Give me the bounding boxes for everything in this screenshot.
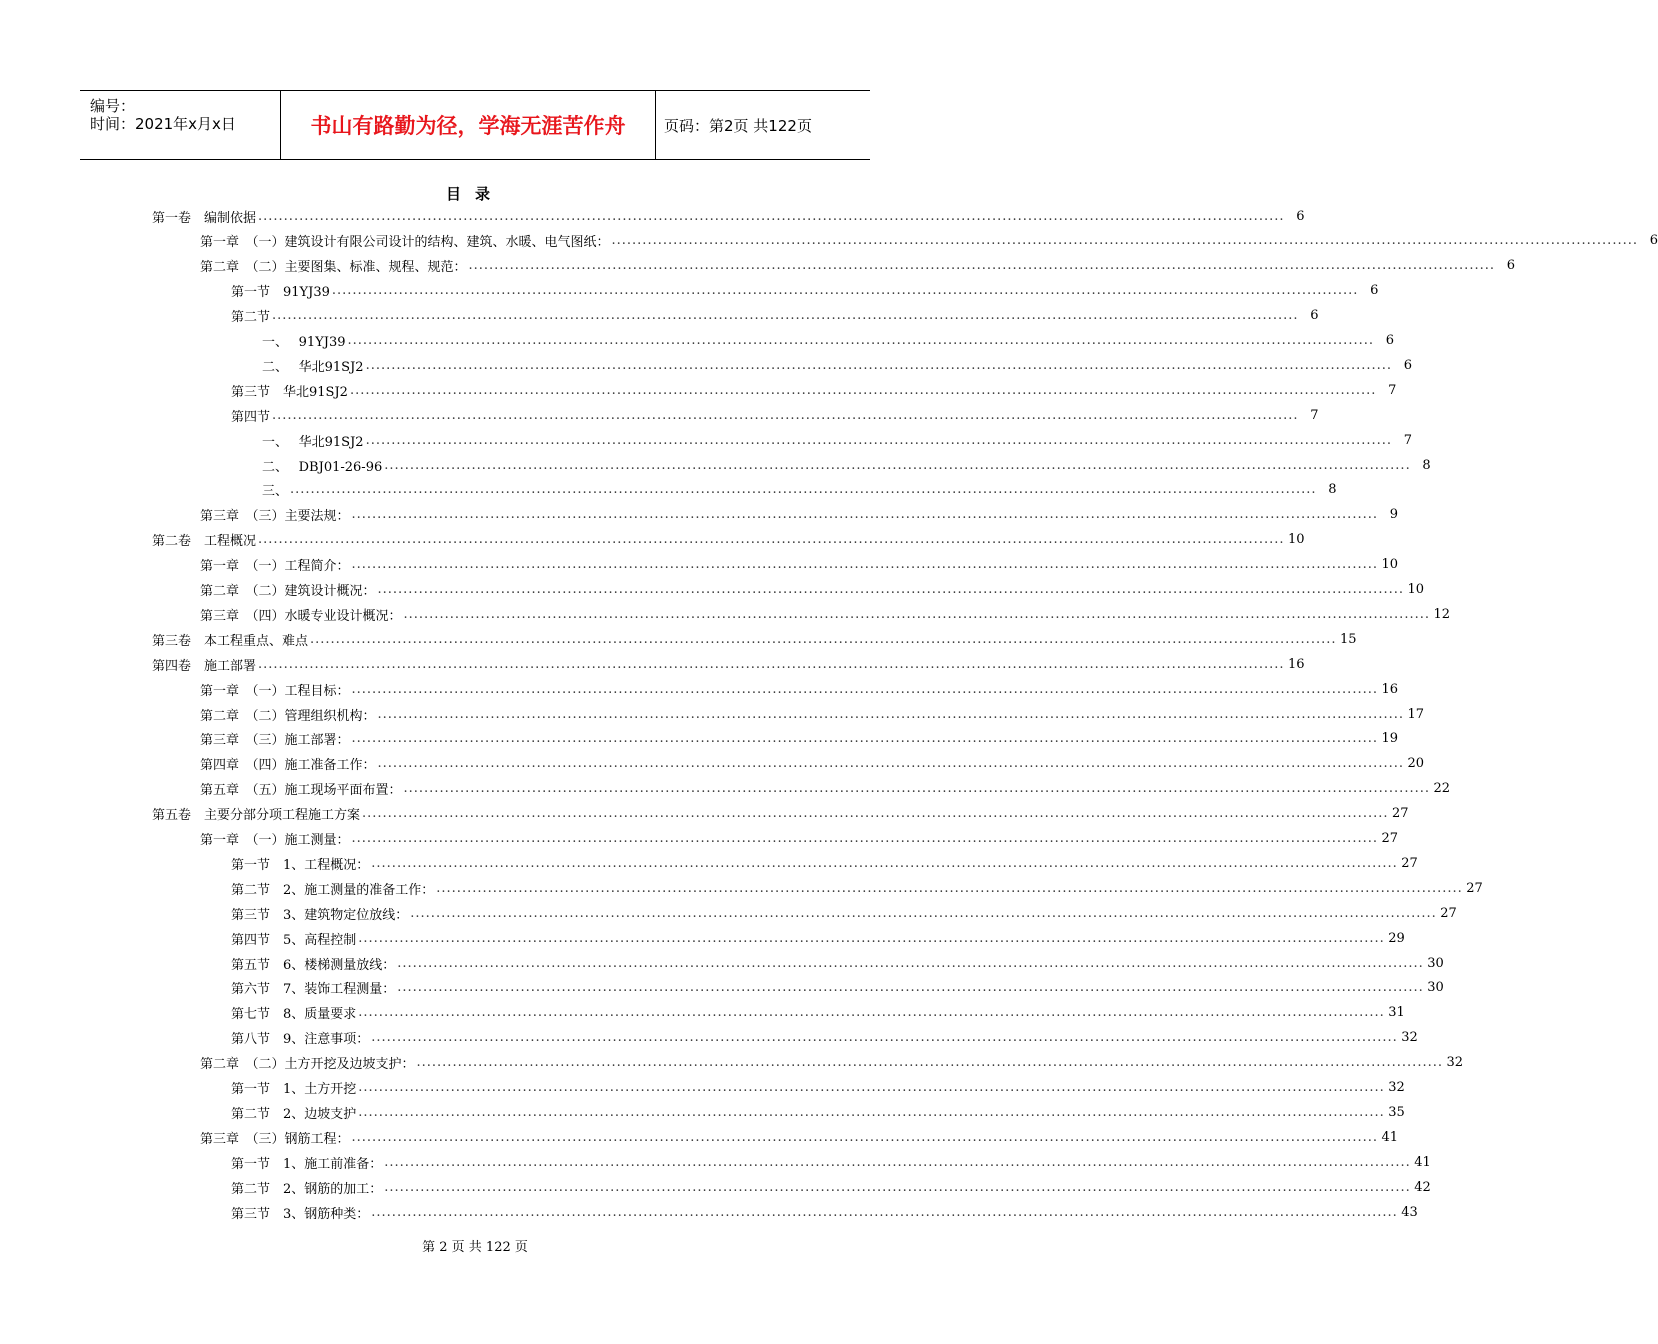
toc-entry-page: 6 [1506,258,1515,274]
toc-entry-title: 第一节 1、施工前准备： [231,1156,383,1172]
toc-dot-leader: ........................................................................................................................................................................................................ [351,557,1378,573]
toc-entry-page: 32 [1446,1055,1463,1071]
toc-dot-leader: ........................................................................................................................................................................................................ [611,233,1638,249]
toc-entry-title: 第二章 （二）土方开挖及边坡支护： [200,1057,415,1073]
toc-entry[interactable] [200,678,1398,700]
toc-entry-page: 16 [1381,681,1398,697]
toc-dot-leader: ........................................................................................................................................................................................................ [351,507,1378,523]
toc-entry-page: 42 [1414,1179,1431,1195]
toc-entry-title: 第四卷 施工部署 [152,658,257,674]
toc-entry-title: 第六节 7、装饰工程测量： [231,982,396,998]
toc-dot-leader: ........................................................................................................................................................................................................ [351,1129,1378,1145]
toc-entry-title: 第二节 2、施工测量的准备工作： [231,882,435,898]
toc-entry-page: 10 [1287,532,1305,548]
toc-entry[interactable] [231,952,1444,974]
document-number-label: 编号： [90,97,136,115]
toc-entry[interactable] [231,280,1379,302]
toc-dot-leader: ........................................................................................................................................................................................................ [358,1104,1385,1120]
toc-dot-leader: ........................................................................................................................................................................................................ [351,731,1378,747]
toc-dot-leader: ........................................................................................................................................................................................................ [468,258,1495,274]
toc-dot-leader: ........................................................................................................................................................................................................ [403,606,1430,622]
toc-entry-title: 第五章 （五）施工现场平面布置： [200,783,402,799]
toc-entry-page: 27 [1391,806,1409,822]
toc-entry-page: 35 [1388,1104,1405,1120]
header-motto-cell [280,91,656,159]
toc-entry[interactable] [262,429,1413,451]
toc-entry[interactable] [200,828,1398,850]
document-time-label: 时间：2021年x月x日 [90,115,236,133]
toc-entry-page: 7 [1388,382,1397,398]
toc-dot-leader: ........................................................................................................................................................................................................ [290,482,1317,498]
toc-dot-leader: ........................................................................................................................................................................................................ [272,407,1299,423]
toc-entry-page: 30 [1427,980,1444,996]
toc-entry[interactable] [262,454,1431,476]
toc-entry[interactable] [152,205,1305,227]
toc-entry-page: 29 [1388,930,1405,946]
toc-entry[interactable] [200,728,1398,750]
toc-entry-title: 二、 DBJ01-26-96 [262,459,383,475]
toc-dot-leader: ........................................................................................................................................................................................................ [371,1030,1398,1046]
toc-dot-leader: ........................................................................................................................................................................................................ [258,532,1285,548]
header-page-cell [656,91,870,159]
toc-entry-title: 第三节 华北91SJ2 [231,384,348,400]
toc-entry-page: 8 [1422,457,1431,473]
toc-entry[interactable] [231,1027,1418,1049]
toc-dot-leader: ........................................................................................................................................................................................................ [310,631,1337,647]
toc-dot-leader: ........................................................................................................................................................................................................ [258,208,1285,224]
toc-entry-page: 20 [1407,756,1424,772]
toc-entry-title: 二、 华北91SJ2 [262,359,364,375]
toc-entry[interactable] [231,1201,1418,1223]
toc-entry-page: 16 [1287,656,1305,672]
toc-entry[interactable] [200,579,1424,601]
toc-dot-leader: ........................................................................................................................................................................................................ [384,457,1411,473]
toc-dot-leader: ........................................................................................................................................................................................................ [436,880,1463,896]
toc-entry-title: 第二章 （二）管理组织机构： [200,708,376,724]
toc-entry-page: 27 [1440,905,1457,921]
toc-entry-page: 10 [1381,557,1398,573]
toc-entry-page: 6 [1385,333,1394,348]
toc-dot-leader: ........................................................................................................................................................................................................ [397,980,1424,996]
toc-entry-page: 7 [1310,407,1319,423]
toc-entry-page: 19 [1381,731,1398,747]
toc-entry[interactable] [231,404,1319,426]
toc-dot-leader: ........................................................................................................................................................................................................ [362,806,1389,822]
toc-entry-page: 15 [1339,631,1357,647]
page-header [80,90,870,160]
toc-dot-leader: ........................................................................................................................................................................................................ [349,382,1377,398]
toc-entry-title: 第二章 （二）主要图集、标准、规程、规范： [200,260,467,276]
toc-entry-title: 第三节 3、建筑物定位放线： [231,907,409,923]
toc-entry[interactable] [231,977,1444,999]
toc-entry[interactable] [231,1002,1405,1024]
toc-dot-leader: ........................................................................................................................................................................................................ [351,831,1378,846]
toc-entry-page: 6 [1403,357,1413,373]
toc-entry[interactable] [200,603,1450,625]
toc-entry-title: 第一节 91YJ39 [231,285,330,301]
toc-entry-title: 第三节 3、钢筋种类： [231,1206,370,1222]
toc-entry-title: 第一章 （一）施工测量： [200,833,350,848]
toc-entry-title: 第一节 1、土方开挖 [231,1082,357,1097]
toc-entry-page: 6 [1310,308,1319,324]
toc-dot-leader: ........................................................................................................................................................................................................ [410,905,1437,921]
toc-entry[interactable] [231,852,1418,874]
toc-entry-title: 三、 [262,484,289,500]
toc-entry-title: 第一章 （一）建筑设计有限公司设计的结构、建筑、水暖、电气图纸： [200,235,610,251]
toc-entry-page: 30 [1427,955,1444,971]
toc-entry[interactable] [231,1101,1405,1123]
toc-dot-leader: ........................................................................................................................................................................................................ [365,432,1393,448]
toc-dot-leader: ........................................................................................................................................................................................................ [377,756,1404,772]
toc-entry[interactable] [200,230,1658,252]
toc-entry-title: 第一章 （一）工程简介： [200,559,350,575]
toc-entry[interactable] [231,1077,1405,1099]
toc-dot-leader: ........................................................................................................................................................................................................ [384,1179,1411,1195]
toc-entry[interactable] [262,330,1394,352]
toc-entry[interactable] [231,1176,1431,1198]
toc-entry[interactable] [200,1052,1463,1074]
toc-entry-page: 12 [1433,606,1450,622]
toc-dot-leader: ........................................................................................................................................................................................................ [371,855,1398,871]
toc-entry-title: 第三章 （三）施工部署： [200,733,350,749]
toc-entry-page: 6 [1370,283,1379,299]
toc-entry[interactable] [231,927,1405,949]
toc-dot-leader: ........................................................................................................................................................................................................ [358,1005,1385,1021]
toc-entry-page: 27 [1401,855,1418,871]
toc-entry-title: 第三卷 本工程重点、难点 [152,633,309,649]
toc-entry[interactable] [200,778,1450,800]
toc-entry-page: 32 [1388,1080,1405,1095]
toc-dot-leader: ........................................................................................................................................................................................................ [358,1080,1385,1095]
toc-entry-page: 41 [1381,1129,1398,1145]
toc-entry[interactable] [231,379,1397,401]
toc-dot-leader: ........................................................................................................................................................................................................ [416,1055,1443,1071]
toc-entry-page: 41 [1414,1154,1431,1170]
toc-entry-page: 10 [1407,582,1424,597]
toc-entry[interactable] [200,554,1398,576]
toc-entry[interactable] [152,653,1305,675]
toc-entry[interactable] [231,902,1457,924]
toc-dot-leader: ........................................................................................................................................................................................................ [331,283,1359,299]
toc-entry-title: 第四节 5、高程控制 [231,932,357,948]
toc-entry-title: 第三章 （四）水暖专业设计概况： [200,608,402,624]
toc-entry-page: 9 [1389,507,1398,523]
toc-entry[interactable] [262,354,1413,376]
toc-entry-title: 一、 华北91SJ2 [262,434,364,450]
toc-entry-title: 第二节 [231,310,271,326]
toc-entry[interactable] [231,1151,1431,1173]
toc-entry-title: 第一章 （一）工程目标： [200,683,350,699]
toc-dot-leader: ........................................................................................................................................................................................................ [258,656,1285,672]
toc-entry[interactable] [262,479,1337,501]
toc-dot-leader: ........................................................................................................................................................................................................ [358,930,1385,946]
toc-dot-leader: ........................................................................................................................................................................................................ [272,308,1299,324]
page-footer: 第 2 页 共 122 页 [422,1240,528,1255]
toc-entry-page: 8 [1328,482,1337,498]
toc-title: 目录 [445,185,504,203]
toc-entry[interactable] [152,529,1305,551]
toc-entry-page: 27 [1381,831,1398,846]
toc-entry-title: 第三章 （三）主要法规： [200,509,350,525]
toc-entry-title: 第一节 1、工程概况： [231,857,370,873]
toc-dot-leader: ........................................................................................................................................................................................................ [403,781,1430,797]
toc-entry-page: 7 [1403,432,1413,448]
toc-entry[interactable] [200,753,1424,775]
toc-dot-leader: ........................................................................................................................................................................................................ [347,333,1374,348]
toc-entry[interactable] [200,504,1398,526]
toc-entry-title: 第四章 （四）施工准备工作： [200,758,376,774]
toc-entry-page: 22 [1433,781,1450,797]
toc-entry-title: 一、 91YJ39 [262,335,346,350]
toc-entry-page: 17 [1407,706,1424,722]
toc-dot-leader: ........................................................................................................................................................................................................ [384,1154,1411,1170]
toc-entry-page: 27 [1466,880,1483,896]
toc-entry-title: 第二节 2、边坡支护 [231,1106,357,1122]
toc-entry-page: 31 [1388,1005,1405,1021]
toc-entry[interactable] [152,628,1357,650]
toc-dot-leader: ........................................................................................................................................................................................................ [397,955,1424,971]
toc-entry-title: 第八节 9、注意事项： [231,1032,370,1048]
toc-dot-leader: ........................................................................................................................................................................................................ [365,357,1393,373]
toc-entry-page: 43 [1401,1204,1418,1220]
toc-entry-title: 第四节 [231,409,271,425]
toc-entry[interactable] [200,1126,1398,1148]
toc-entry-page: 6 [1296,208,1305,224]
toc-entry[interactable] [231,877,1483,899]
toc-dot-leader: ........................................................................................................................................................................................................ [377,582,1404,597]
toc-dot-leader: ........................................................................................................................................................................................................ [377,706,1404,722]
header-page-number: 页码：第2页 共122页 [664,116,812,135]
toc-dot-leader: ........................................................................................................................................................................................................ [371,1204,1398,1220]
toc-entry-title: 第二节 2、钢筋的加工： [231,1181,383,1197]
toc-entry-page: 32 [1401,1030,1418,1046]
toc-entry-title: 第二章 （二）建筑设计概况： [200,584,376,599]
header-info-cell [80,91,280,159]
toc-entry-title: 第七节 8、质量要求 [231,1007,357,1023]
toc-entry[interactable] [200,703,1424,725]
toc-entry[interactable] [152,803,1409,825]
toc-entry[interactable] [200,255,1515,277]
toc-entry-page: 6 [1649,233,1658,249]
toc-entry-title: 第五卷 主要分部分项工程施工方案 [152,808,361,824]
toc-entry[interactable] [231,305,1319,327]
toc-entry-title: 第二卷 工程概况 [152,534,257,550]
toc-entry-title: 第五节 6、楼梯测量放线： [231,957,396,973]
motto-text: 书山有路勤为径，学海无涯苦作舟 [310,114,626,138]
toc-entry-title: 第三章 （三）钢筋工程： [200,1131,350,1147]
toc-entry-title: 第一卷 编制依据 [152,210,257,226]
toc-dot-leader: ........................................................................................................................................................................................................ [351,681,1378,697]
